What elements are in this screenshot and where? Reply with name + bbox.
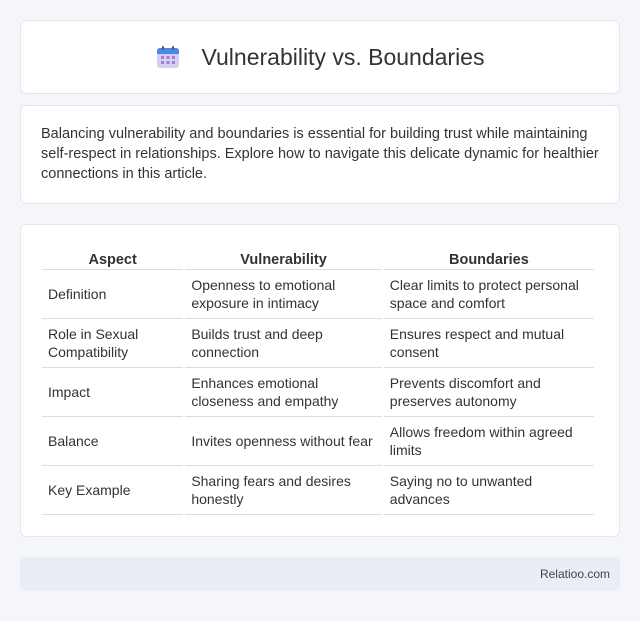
- intro-card: [20, 105, 620, 204]
- table-cell: Invites openness without fear: [185, 417, 381, 466]
- table-row: [42, 466, 594, 515]
- table-row: [42, 368, 594, 417]
- table-cell: Sharing fears and desires honestly: [185, 466, 381, 515]
- table-cell: Definition: [42, 270, 183, 319]
- table-cell: Prevents discomfort and preserves autonomy: [384, 368, 594, 417]
- intro-text: Balancing vulnerability and boundaries is essential for building trust while maintaining self-respect in relationships. Explore how to navigate this delicate dynamic for healthier connections in this article.: [41, 126, 599, 182]
- table-cell: Saying no to unwanted advances: [384, 466, 594, 515]
- footer-brand-link[interactable]: Relatioo.com: [539, 567, 610, 581]
- table-cell: Balance: [42, 417, 183, 466]
- table-cell: Role in Sexual Compatibility: [42, 319, 183, 368]
- page-title: Vulnerability vs. Boundaries: [201, 43, 485, 70]
- comparison-table: [40, 245, 596, 515]
- table-cell: Ensures respect and mutual consent: [384, 319, 594, 368]
- title-card: [20, 20, 620, 94]
- table-row: [42, 319, 594, 368]
- column-header: Aspect: [42, 245, 183, 270]
- table-card: [20, 224, 620, 537]
- table-row: [42, 270, 594, 319]
- table-cell: Allows freedom within agreed limits: [384, 417, 594, 466]
- table-cell: Openness to emotional exposure in intimacy: [185, 270, 381, 319]
- table-header-row: [42, 245, 594, 270]
- table-cell: Builds trust and deep connection: [185, 319, 381, 368]
- footer: [20, 557, 620, 591]
- table-row: [42, 417, 594, 466]
- column-header: Boundaries: [384, 245, 594, 270]
- table-cell: Key Example: [42, 466, 183, 515]
- calendar-icon: [156, 45, 180, 69]
- table-cell: Impact: [42, 368, 183, 417]
- column-header: Vulnerability: [185, 245, 381, 270]
- table-cell: Clear limits to protect personal space and comfort: [384, 270, 594, 319]
- table-cell: Enhances emotional closeness and empathy: [185, 368, 381, 417]
